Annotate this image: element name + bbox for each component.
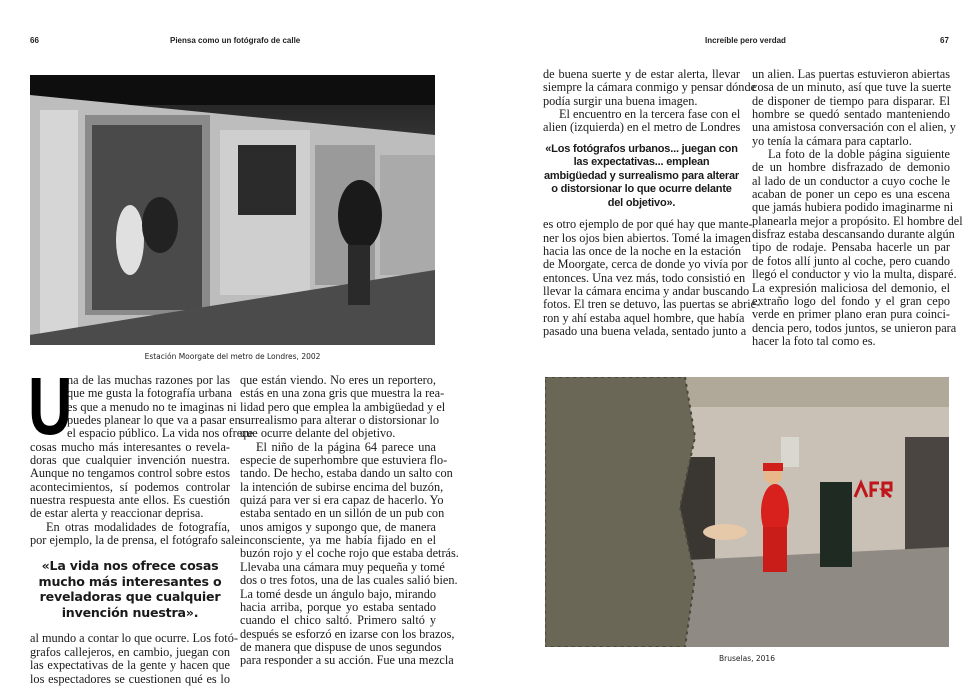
- drop-cap: U: [28, 361, 73, 452]
- text-line: El encuentro en la tercera fase con el: [559, 107, 741, 122]
- text-line: quizá para ver si era capaz de hacerlo. Yo: [240, 493, 444, 508]
- text-line: lidad pero que emplea la ambigüedad y el: [240, 399, 446, 414]
- text-line: hacia las once de la noche en la estación: [543, 243, 742, 258]
- text-line: fotos. El tren se detuvo, las puertas se abrie-: [543, 297, 761, 312]
- text-line: Llevaba una cámara muy pequeña y tomé: [240, 559, 445, 574]
- text-line: alien (izquierda) en el metro de Londres: [543, 120, 741, 135]
- text-line: después se esforzó en izarse con los brazos,: [240, 626, 455, 641]
- text-line: una amistosa conversación con el alien, y: [752, 120, 956, 135]
- text-line: llegó el conductor y vio la multa, disparé.: [752, 267, 957, 282]
- text-line: extraño logo del fondo y el gran cepo: [752, 293, 950, 308]
- text-line: que jamás hubiera podido imaginarme ni: [752, 200, 954, 215]
- text-line: na de las muchas razones por las: [67, 373, 230, 387]
- right-column-2: [752, 67, 963, 348]
- text-line: verde en primer plano eran pura coinci-: [752, 307, 950, 322]
- running-head: Increíble pero verdad: [705, 36, 786, 45]
- text-line: es que a menudo no te imaginas ni: [67, 399, 237, 414]
- brussels-street-image: [545, 377, 949, 647]
- text-line: doras que cualquier invención nuestra.: [30, 453, 230, 468]
- text-block: [30, 631, 238, 686]
- text-line: de un hombre disfrazado de demonio: [752, 160, 950, 175]
- photo-caption: Bruselas, 2016: [719, 654, 775, 663]
- running-head: Piensa como un fotógrafo de calle: [170, 36, 301, 45]
- text-line: de disponer de tiempo para disparar. El: [752, 93, 950, 108]
- text-line: podía surgir una buena imagen.: [543, 93, 698, 108]
- photo-caption: Estación Moorgate del metro de Londres, 2002: [144, 352, 321, 361]
- text-line: La foto de la doble página siguiente: [768, 147, 950, 162]
- text-block: [30, 373, 254, 548]
- text-line: llevar la cámara encima y andar buscando: [543, 283, 750, 298]
- text-line: nuestra respuesta ante ellos. Es cuestión: [30, 493, 230, 508]
- pull-quote: «Los fotógrafos urbanos... juegan con las expectativas... emplean ambigüedad y surrealismo para alterar o distorsionar lo que ocurre delante del objetivo».: [544, 142, 739, 209]
- text-line: de estar alerta y reaccionar deprisa.: [30, 506, 204, 521]
- text-line: estaba sentado en un sillón de un pub con: [240, 506, 445, 521]
- text-line: ner los ojos bien abiertos. Tomé la imagen: [543, 230, 751, 245]
- page-number: 66: [30, 36, 39, 45]
- text-line: hombre se quedó sentado manteniendo: [752, 107, 950, 122]
- text-line: ron y ahí estaba aquel hombre, que había: [543, 310, 745, 325]
- left-column-1: [30, 373, 254, 686]
- text-line: inconsciente, ya me había fijado en el: [240, 533, 436, 548]
- text-line: grafos callejeros, en cambio, juegan con: [30, 644, 230, 659]
- brussels-photo: [545, 377, 949, 647]
- pull-quote: «La vida nos ofrece cosas mucho más interesantes o reveladoras que cualquier invención nuestra».: [38, 558, 222, 620]
- text-block: [543, 217, 761, 338]
- subway-photo: [30, 75, 435, 345]
- text-line: las expectativas de la gente y hacen que: [30, 658, 230, 673]
- text-line: La expresión maliciosa del demonio, el: [752, 280, 950, 295]
- text-line: la intención de subirse encima del buzón,: [240, 479, 444, 494]
- text-line: hacia arriba, porque yo estaba sentado: [240, 599, 436, 614]
- text-line: que ocurre delante del objetivo.: [240, 426, 396, 441]
- text-block: [240, 373, 459, 668]
- text-line: un alien. Las puertas estuvieron abiertas: [752, 67, 950, 81]
- text-line: al lado de un conductor a cuyo coche le: [752, 173, 950, 188]
- text-block: [543, 67, 757, 135]
- left-column-2: [240, 373, 459, 668]
- text-line: acaban de poner un cepo es una escena: [752, 187, 950, 202]
- text-line: cuando el chico saltó. Primero saltó y: [240, 613, 436, 628]
- text-line: el espacio público. La vida nos ofrece: [67, 426, 254, 441]
- text-line: siempre la cámara conmigo y pensar dónde: [543, 80, 757, 95]
- text-line: surrealismo para alterar o distorsionar lo: [240, 413, 440, 428]
- text-line: hacer la foto tal como es.: [752, 333, 876, 348]
- text-block: [752, 67, 963, 348]
- text-line: de buena suerte y de estar alerta, llevar: [543, 67, 740, 81]
- text-line: de fotos allí junto al coche, pero cuando: [752, 253, 950, 268]
- text-line: de Moorgate, cerca de donde yo vivía por: [543, 257, 748, 272]
- text-line: que están viendo. No eres un reportero,: [240, 373, 436, 387]
- text-line: buzón rojo y el coche rojo que estaba detrás.: [240, 546, 459, 561]
- text-line: dencia pero, todos juntos, se unieron para: [752, 320, 957, 335]
- text-line: que me gusta la fotografía urbana: [67, 386, 232, 401]
- text-line: estás en una zona gris que muestra la rea-: [240, 386, 445, 401]
- text-line: El niño de la página 64 parece una: [256, 439, 436, 454]
- text-line: cosas mucho más interesantes o revela-: [30, 439, 230, 454]
- subway-train-image: [30, 75, 435, 345]
- text-line: unos amigos y supongo que, de manera: [240, 519, 436, 534]
- text-line: planearla mejor a propósito. El hombre del: [752, 213, 963, 228]
- text-line: En otras modalidades de fotografía,: [46, 519, 230, 534]
- text-line: al mundo a contar lo que ocurre. Los fotó-: [30, 631, 238, 646]
- text-line: La tomé desde un ángulo bajo, mirando: [240, 586, 436, 601]
- text-line: tipo de rodaje. Pensaba hacerle un par: [752, 240, 950, 255]
- text-line: disfraz estaba descansando durante algún: [752, 227, 955, 242]
- text-line: yo tenía la cámara para captarlo.: [752, 133, 912, 148]
- text-line: puedes planear lo que va a pasar en: [67, 413, 241, 428]
- text-line: entonces. Una vez más, todo consistió en: [543, 270, 746, 285]
- text-line: dos o tres fotos, una de las cuales salió bien.: [240, 573, 458, 588]
- text-line: pasado una buena velada, sentado junto a: [543, 323, 747, 338]
- text-line: es otro ejemplo de por qué hay que mante-: [543, 217, 753, 232]
- right-column-1: [543, 67, 761, 338]
- text-line: los espectadores se cuestionen qué es lo: [30, 671, 230, 686]
- text-line: especie de superhombre que estuviera flo-: [240, 453, 448, 468]
- text-line: cosa de un minuto, así que tuve la suerte: [752, 80, 952, 95]
- text-line: de manera que dispuse de unos segundos: [240, 639, 442, 654]
- text-line: para responder a su acción. Fue una mezcla: [240, 653, 454, 668]
- text-line: por ejemplo, la de prensa, el fotógrafo sale: [30, 533, 240, 548]
- text-line: tando. De hecho, estaba dando un salto con: [240, 466, 453, 481]
- page-number: 67: [940, 36, 949, 45]
- text-line: acontecimientos, sí podemos controlar: [30, 479, 230, 494]
- text-line: Aunque no tengamos control sobre estos: [30, 466, 230, 481]
